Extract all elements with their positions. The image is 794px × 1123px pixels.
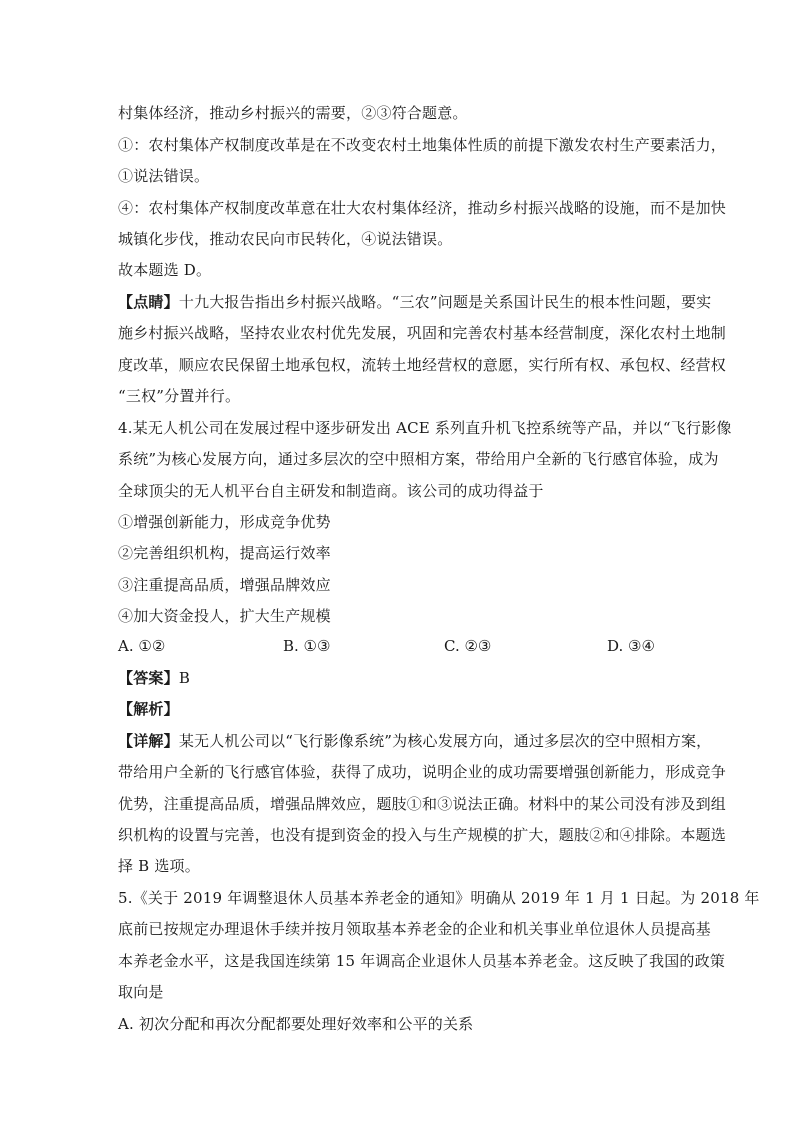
text-line: “三权”分置并行。	[118, 387, 241, 405]
question-4-stem: 4.某无人机公司在发展过程中逐步研发出 ACE 系列直升机飞控系统等产品，并以“飞行影像	[118, 419, 732, 437]
question-5-stem: 5.《关于 2019 年调整退休人员基本养老金的通知》明确从 2019 年 1 月 1 日起。为 2018 年	[118, 889, 760, 907]
statement-1: ①增强创新能力，形成竞争优势	[118, 513, 331, 531]
text-line: 全球顶尖的无人机平台自主研发和制造商。该公司的成功得益于	[118, 482, 544, 500]
text-line: 择 B 选项。	[118, 857, 200, 875]
text-line: ①说法错误。	[118, 167, 210, 185]
text-line: 故本题选 D。	[118, 261, 212, 279]
option-a: A. 初次分配和再次分配都要处理好效率和公平的关系	[118, 1015, 474, 1033]
dianjing-paragraph	[118, 292, 712, 312]
text-line: 村集体经济，推动乡村振兴的需要，②③符合题意。	[118, 104, 468, 122]
text-line: ①：农村集体产权制度改革是在不改变农村土地集体性质的前提下激发农村生产要素活力，	[118, 136, 727, 154]
answer-value: B	[178, 669, 191, 687]
text-span: 某无人机公司以“飞行影像系统”为核心发展方向，通过多层次的空中照相方案，	[178, 732, 712, 750]
answer-line	[118, 668, 676, 688]
dianjing-label: 【点睛】	[118, 293, 179, 311]
text-line: 施乡村振兴战略，坚持农业农村优先发展，巩固和完善农村基本经营制度，深化农村土地制	[118, 324, 727, 342]
text-line: 度改革，顺应农民保留土地承包权，流转土地经营权的意愿，实行所有权、承包权、经营权	[118, 356, 727, 374]
text-line: 系统”为核心发展方向，通过多层次的空中照相方案，带给用户全新的飞行感官体验，成为	[118, 450, 719, 468]
statement-2: ②完善组织机构，提高运行效率	[118, 544, 331, 562]
text-line: 带给用户全新的飞行感官体验，获得了成功，说明企业的成功需要增强创新能力，形成竞争	[118, 763, 727, 781]
text-line: 本养老金水平，这是我国连续第 15 年调高企业退休人员基本养老金。这反映了我国的政策	[118, 952, 726, 970]
answer-label: 【答案】	[118, 669, 179, 687]
text-line: ④：农村集体产权制度改革意在壮大农村集体经济，推动乡村振兴战略的设施，而不是加快	[118, 199, 727, 217]
analysis-label: 【解析】	[118, 700, 179, 718]
text-line: 优势，注重提高品质，增强品牌效应，题肢①和③说法正确。材料中的某公司没有涉及到组	[118, 795, 727, 813]
option-c: C. ②③	[444, 637, 492, 655]
text-line: 底前已按规定办理退休手续并按月领取基本养老金的企业和机关事业单位退休人员提高基	[118, 920, 711, 938]
text-line: 织机构的设置与完善，也没有提到资金的投入与生产规模的扩大，题肢②和④排除。本题选	[118, 826, 727, 844]
option-d: D. ③④	[607, 637, 655, 655]
statement-4: ④加大资金投人，扩大生产规模	[118, 607, 331, 625]
option-a: A. ①②	[118, 637, 166, 655]
option-b: B. ①③	[283, 637, 331, 655]
statement-3: ③注重提高品质，增强品牌效应	[118, 576, 331, 594]
detail-label: 【详解】	[118, 732, 179, 750]
text-span: 十九大报告指出乡村振兴战略。“三农”问题是关系国计民生的根本性问题，要实	[178, 293, 712, 311]
detail-paragraph	[118, 731, 712, 751]
text-line: 城镇化步伐，推动农民向市民转化，④说法错误。	[118, 230, 453, 248]
text-line: 取向是	[118, 983, 164, 1001]
